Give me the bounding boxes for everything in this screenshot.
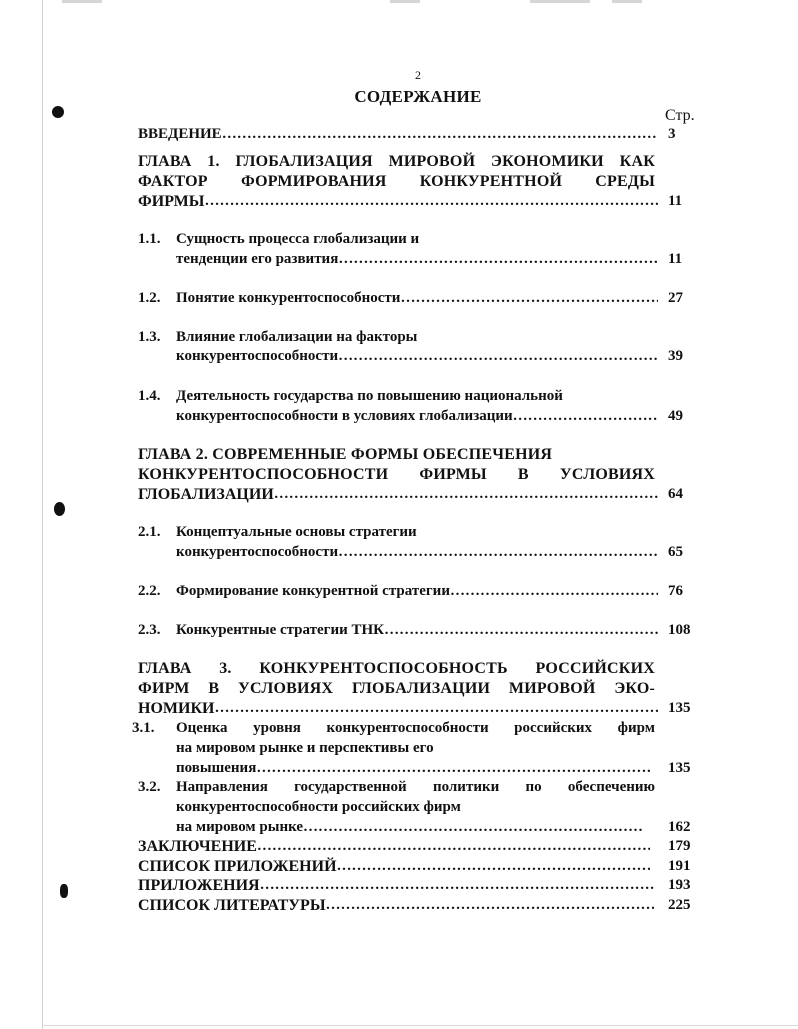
toc-entry-page: 108 <box>668 622 691 638</box>
section-title-line: Понятие конкурентоспособности <box>176 290 401 306</box>
toc-entry-1-2 <box>176 289 658 308</box>
section-title-line: на мировом рынке и перспективы его <box>176 740 434 756</box>
toc-entry-page: 64 <box>668 486 683 502</box>
dot-leader <box>384 621 658 640</box>
section-title-line: тенденции его развития <box>176 251 339 267</box>
toc-entry-appendices <box>138 876 654 895</box>
dot-leader <box>337 857 650 876</box>
chapter2-title-line: ГЛОБАЛИЗАЦИИ <box>138 486 274 503</box>
section-title-line: Направления государственной политики по обеспечению <box>176 779 655 795</box>
punch-hole-mark <box>54 502 65 516</box>
toc-entry-1-1 <box>176 250 658 269</box>
toc-entry-page: 179 <box>668 838 691 854</box>
section-title-line: конкурентоспособности в условиях глобализации <box>176 408 513 424</box>
scan-artifact <box>530 0 590 3</box>
dot-leader <box>222 125 658 144</box>
punch-hole-mark <box>60 884 68 898</box>
dot-leader <box>260 876 654 895</box>
toc-entry-label: ВВЕДЕНИЕ <box>138 126 222 142</box>
toc-entry-chapter1 <box>138 192 658 211</box>
section-title-line: на мировом рынке <box>176 819 304 835</box>
chapter3-title-line: ФИРМ В УСЛОВИЯХ ГЛОБАЛИЗАЦИИ МИРОВОЙ ЭКО- <box>138 680 655 697</box>
toc-entry-page: 225 <box>668 897 691 913</box>
chapter2-title-line: КОНКУРЕНТОСПОСОБНОСТИ ФИРМЫ В УСЛОВИЯХ <box>138 466 655 483</box>
toc-entry-3-2 <box>176 818 644 837</box>
section-title-line: Конкурентные стратегии ТНК <box>176 622 385 638</box>
section-number: 1.1. <box>138 231 161 247</box>
section-title-line: Оценка уровня конкурентоспособности российских фирм <box>176 720 655 736</box>
toc-entry-label: СПИСОК ПРИЛОЖЕНИЙ <box>138 858 337 875</box>
toc-entry-label: ПРИЛОЖЕНИЯ <box>138 877 260 894</box>
scan-artifact <box>62 0 102 3</box>
section-number: 3.1. <box>132 720 155 736</box>
chapter3-title-line: ГЛАВА 3. КОНКУРЕНТОСПОСОБНОСТЬ РОССИЙСКИХ <box>138 660 655 677</box>
dot-leader <box>513 407 658 426</box>
dot-leader <box>338 543 658 562</box>
toc-entry-page: 49 <box>668 408 683 424</box>
section-number: 1.4. <box>138 388 161 404</box>
toc-entry-3-1 <box>176 759 652 778</box>
section-title-line: конкурентоспособности <box>176 544 339 560</box>
toc-entry-page: 135 <box>668 760 691 776</box>
toc-entry-page: 76 <box>668 583 683 599</box>
dot-leader <box>274 485 658 504</box>
page-bottom-edge <box>42 1025 798 1026</box>
toc-entry-chapter3 <box>138 699 658 718</box>
toc-title: СОДЕРЖАНИЕ <box>354 87 482 106</box>
toc-entry-1-4 <box>176 407 658 426</box>
toc-entry-2-1 <box>176 543 658 562</box>
section-title-line: Деятельность государства по повышению национальной <box>176 388 563 404</box>
toc-entry-page: 191 <box>668 858 691 874</box>
scan-artifact <box>390 0 420 3</box>
toc-entry-appendix-list <box>138 857 650 876</box>
dot-leader <box>214 699 658 718</box>
chapter1-title-line: ФИРМЫ <box>138 193 205 210</box>
section-number: 1.2. <box>138 290 161 306</box>
toc-entry-page: 162 <box>668 819 691 835</box>
section-title-line: конкурентоспособности российских фирм <box>176 799 461 815</box>
section-number: 2.3. <box>138 622 161 638</box>
toc-entry-page: 11 <box>668 251 683 267</box>
section-number: 1.3. <box>138 329 161 345</box>
toc-entry-1-3 <box>176 347 658 366</box>
scan-artifact <box>612 0 642 3</box>
chapter1-title-line: ФАКТОР ФОРМИРОВАНИЯ КОНКУРЕНТНОЙ СРЕДЫ <box>138 173 655 190</box>
section-title-line: конкурентоспособности <box>176 348 339 364</box>
chapter3-title-line: НОМИКИ <box>138 700 215 717</box>
dot-leader <box>204 192 658 211</box>
toc-entry-label: СПИСОК ЛИТЕРАТУРЫ <box>138 897 326 914</box>
section-number: 2.1. <box>138 524 161 540</box>
section-title-line: Концептуальные основы стратегии <box>176 524 417 540</box>
page-left-edge <box>42 0 43 1029</box>
section-title-line: Формирование конкурентной стратегии <box>176 583 450 599</box>
page-number: 2 <box>415 68 421 82</box>
page-column-header: Стр. <box>665 107 695 124</box>
dot-leader <box>326 896 654 915</box>
toc-entry-page: 11 <box>668 193 683 209</box>
toc-entry-intro <box>138 125 658 144</box>
dot-leader <box>338 250 658 269</box>
dot-leader <box>303 818 644 837</box>
dot-leader <box>450 582 658 601</box>
dot-leader <box>257 837 650 856</box>
toc-entry-page: 135 <box>668 700 691 716</box>
toc-entry-page: 65 <box>668 544 683 560</box>
toc-entry-label: ЗАКЛЮЧЕНИЕ <box>138 838 257 855</box>
section-title-line: Влияние глобализации на факторы <box>176 329 418 345</box>
chapter1-title-line: ГЛАВА 1. ГЛОБАЛИЗАЦИЯ МИРОВОЙ ЭКОНОМИКИ КАК <box>138 153 655 170</box>
section-number: 3.2. <box>138 779 161 795</box>
toc-entry-bibliography <box>138 896 654 915</box>
toc-entry-2-3 <box>176 621 658 640</box>
toc-entry-page: 193 <box>668 877 691 893</box>
dot-leader <box>338 347 658 366</box>
punch-hole-mark <box>52 106 64 118</box>
section-title-line: Сущность процесса глобализации и <box>176 231 420 247</box>
dot-leader <box>400 289 658 308</box>
toc-entry-page: 3 <box>668 126 676 142</box>
toc-entry-page: 27 <box>668 290 683 306</box>
toc-entry-page: 39 <box>668 348 683 364</box>
toc-entry-conclusion <box>138 837 650 856</box>
section-number: 2.2. <box>138 583 161 599</box>
toc-entry-2-2 <box>176 582 658 601</box>
toc-entry-chapter2 <box>138 485 658 504</box>
dot-leader <box>256 759 652 778</box>
section-title-line: повышения <box>176 760 257 776</box>
chapter2-title-line: ГЛАВА 2. СОВРЕМЕННЫЕ ФОРМЫ ОБЕСПЕЧЕНИЯ <box>138 446 553 463</box>
